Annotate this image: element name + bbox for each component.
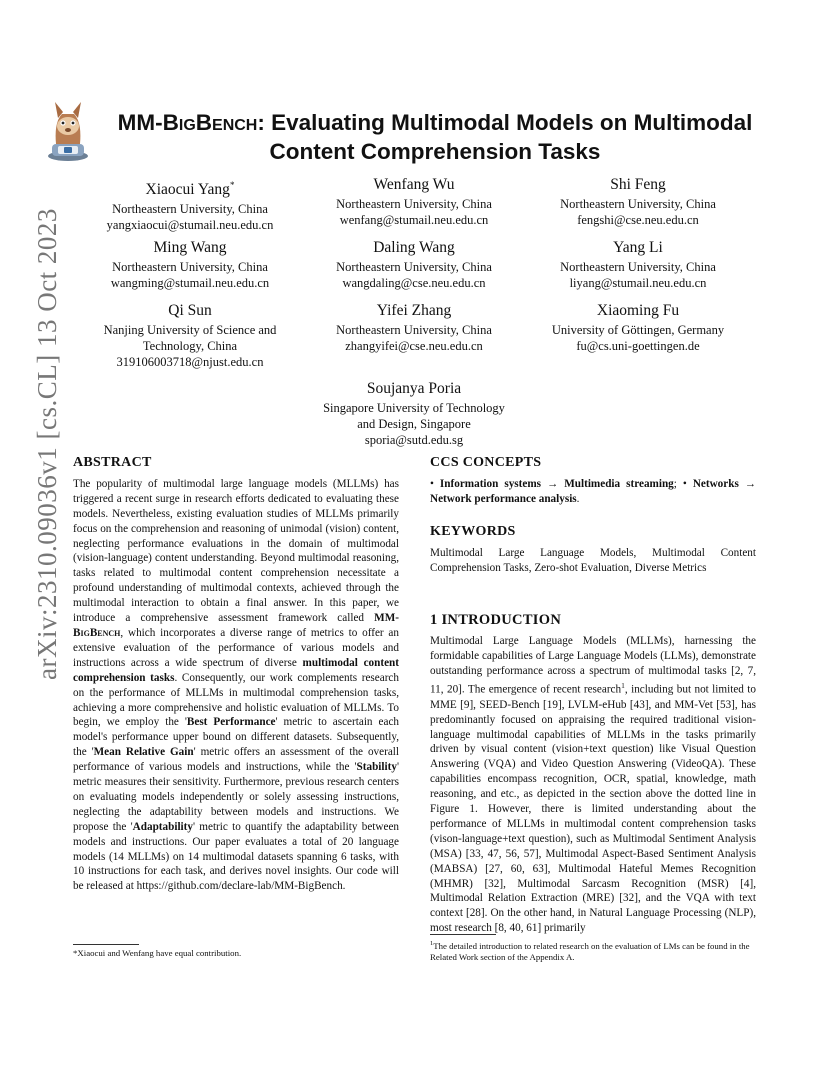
author-email[interactable]: zhangyifei@cse.neu.edu.cn (345, 339, 483, 353)
right-column (430, 456, 756, 936)
footnote-left: *Xiaocui and Wenfang have equal contribution. (73, 948, 242, 958)
footnote-rule-left (73, 944, 139, 945)
llama-logo-icon (44, 100, 92, 162)
keywords-text: Multimodal Large Language Models, Multimodal Content Comprehension Tasks, Zero-shot Evaluation, Diverse Metrics (430, 546, 756, 574)
author-name: Soujanya Poria (366, 380, 462, 397)
author-name: Yifei Zhang (376, 302, 452, 319)
author-card (80, 238, 300, 291)
abstract-heading: ABSTRACT (73, 455, 152, 470)
author-name: Xiaoming Fu (596, 302, 680, 319)
author-card (528, 301, 748, 354)
author-name: Qi Sun (168, 302, 212, 319)
author-affiliation: Technology, China (142, 339, 238, 353)
author-affiliation: Singapore University of Technology (323, 401, 505, 415)
author-email[interactable]: 319106003718@njust.edu.cn (116, 355, 264, 369)
paper-title (100, 108, 770, 166)
ccs-text: • Information systems → Multimedia streaming; • Networks → Network performance analysis. (430, 477, 756, 505)
author-email[interactable]: fu@cs.uni-goettingen.de (576, 339, 700, 353)
author-card (80, 175, 300, 233)
author-mark: * (229, 180, 235, 190)
author-card (528, 175, 748, 228)
arxiv-stamp (12, 208, 62, 680)
author-email[interactable]: liyang@stumail.neu.edu.cn (569, 276, 707, 290)
author-card (304, 238, 524, 291)
author-name: Yang Li (613, 239, 663, 256)
author-name: Shi Feng (610, 176, 666, 193)
title-line-1: MM-BigBench: Evaluating Multimodal Models on Multimodal (117, 110, 753, 135)
author-email[interactable]: wangming@stumail.neu.edu.cn (110, 276, 270, 290)
author-affiliation: Northeastern University, China (336, 197, 492, 211)
author-affiliation: Northeastern University, China (336, 260, 492, 274)
author-email[interactable]: wangdaling@cse.neu.edu.cn (342, 276, 486, 290)
author-card (80, 301, 300, 370)
author-affiliation: Nanjing University of Science and (103, 323, 277, 337)
author-email[interactable]: yangxiaocui@stumail.neu.edu.cn (106, 218, 274, 233)
author-card (304, 379, 524, 448)
author-email[interactable]: fengshi@cse.neu.edu.cn (577, 213, 699, 227)
author-name-row (80, 175, 300, 200)
author-name: Xiaocui Yang (145, 181, 230, 199)
author-email[interactable]: wenfang@stumail.neu.edu.cn (339, 213, 489, 227)
footnote-right: $^1$The detailed introduction to related research on the evaluation of LMs can be found in the Related Work section of the Appendix A. (430, 940, 750, 962)
arxiv-id: arXiv:2310.09036v1 [cs.CL] 13 Oct 2023 (32, 208, 62, 680)
author-affiliation: University of Göttingen, Germany (551, 323, 725, 337)
abstract-text: The popularity of multimodal large language models (MLLMs) has triggered a recent surge in research efforts dedicated to evaluating these models. Nevertheless, existing evaluation studies of MLLMs primarily focus on the comprehension and reasoning of unimodal (vision) content, neglecting performance evaluations in the domain of multimodal (vision-language) content understanding. Beyond multimodal reasoning, tasks related to multimodal content comprehension necessitate a profound understanding of multimodal contexts, achieved through the multimodal interaction to obtain a final answer. In this paper, we introduce a comprehensive assessment framework called MM-BigBench, which incorporates a diverse range of metrics to offer an extensive evaluation of the performance of various models and instructions across a wide spectrum of diverse multimodal content comprehension tasks. Consequently, our work complements research on the performance of MLLMs in multimodal comprehension tasks, achieving a more comprehensive and holistic evaluation of MLLMs. To begin, we employ the 'Best Performance' metric to ascertain each model's performance upper bound on different datasets. Subsequently, the 'Mean Relative Gain' metric offers an assessment of the overall performance of various models and instructions, while the 'Stability' metric measures their sensitivity. Furthermore, previous research centers on evaluating models independently or solely assessing instructions, neglecting the adaptability between models and instructions. We propose the 'Adaptability' metric to quantify the adaptability between models and instructions. Our paper evaluates a total of 20 language models (14 MLLMs) on 14 multimodal datasets spanning 6 tasks, with 10 instructions for each task, and derives novel insights. Our code will be released at https://github.com/declare-lab/MM-BigBench. (73, 477, 400, 893)
author-affiliation: and Design, Singapore (357, 417, 471, 431)
author-name: Wenfang Wu (373, 176, 455, 193)
footnote-rule-right (430, 934, 496, 935)
author-card (304, 301, 524, 354)
author-affiliation: Northeastern University, China (336, 323, 492, 337)
intro-heading: 1 INTRODUCTION (430, 612, 562, 629)
author-affiliation: Northeastern University, China (112, 202, 268, 217)
author-affiliation: Northeastern University, China (560, 260, 716, 274)
author-card (528, 238, 748, 291)
author-affiliation: Northeastern University, China (112, 260, 268, 274)
left-column (73, 456, 399, 894)
author-name: Daling Wang (373, 239, 455, 256)
author-affiliation: Northeastern University, China (560, 197, 716, 211)
keywords-heading: KEYWORDS (430, 523, 516, 539)
intro-text: Multimodal Large Language Models (MLLMs), harnessing the formidable capabilities of Large Language Models (LLMs), demonstrate outstanding performance across a spectrum of multimodal tasks [2, 7, 11, 20]. The emergence of recent research$^1$, including but not limited to MME [9], SEED-Bench [19], LVLM-eHub [43], and MM-Vet [53], has predominantly focused on appraising the required traditional vision-language multimodal capabilities of MLLMs in the tasks primarily driven by visual content (vision+text question) like Visual Question Answering (VQA) and Video Question Answering (VideoQA). These capabilities encompass recognition, OCR, spatial, knowledge, math reasoning, and etc., as depicted in the section above the dotted line in Figure 1. However, there is limited understanding about the performance of MLLMs in multimodal content comprehension tasks (vison-language+text question), such as Multimodal Sentiment Analysis (MSA) [33, 47, 56, 57], Multimodal Aspect-Based Sentiment Analysis (MABSA) [27, 60, 63], Multimodal Hateful Memes Recognition (MHMR) [32], Multimodal Sarcasm Recognition (MSR) [4], Multimodal Relation Extraction (MRE) [32], and the VQA with text context [28]. On the other hand, in Natural Language Processing (NLP), most research [8, 40, 61] primarily (430, 635, 756, 935)
author-card (304, 175, 524, 228)
author-email[interactable]: sporia@sutd.edu.sg (364, 433, 464, 447)
ccs-heading: CCS CONCEPTS (430, 455, 542, 470)
author-name: Ming Wang (153, 239, 227, 256)
title-line-2: Content Comprehension Tasks (269, 139, 601, 164)
